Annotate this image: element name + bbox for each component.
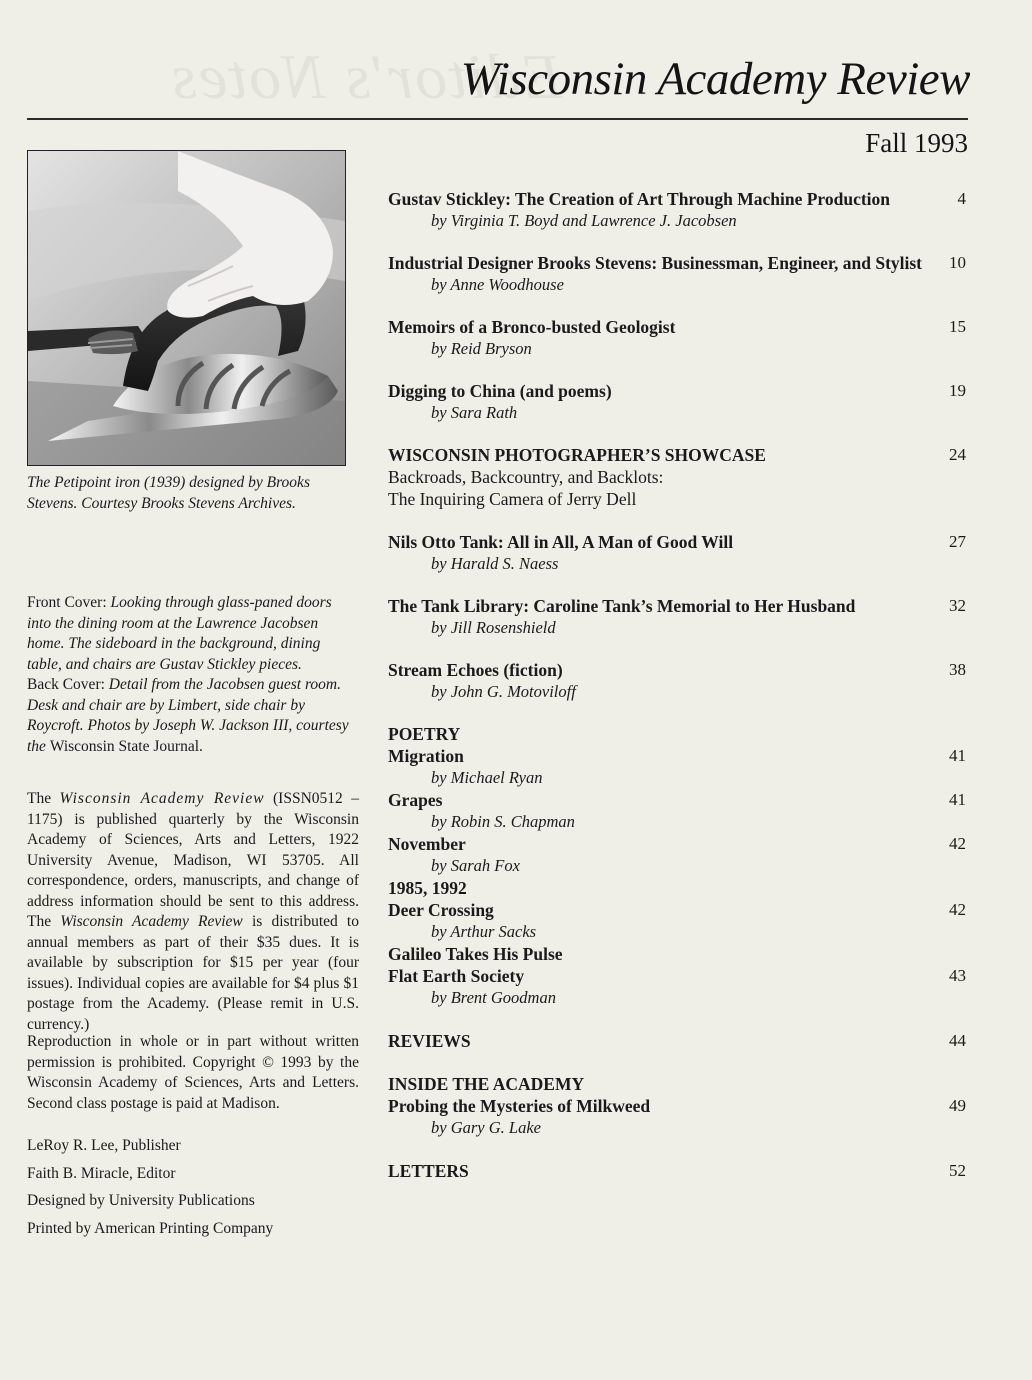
- toc-title: Migration: [388, 746, 464, 766]
- front-cover-text: Looking through glass-paned doors into the dining room at the Lawrence Jacobsen home. The sideboard in the background, dining table, and chairs are Gustav Stickley pieces.: [27, 594, 332, 673]
- toc-author: by Jill Rosenshield: [431, 618, 556, 637]
- toc-author: by Virginia T. Boyd and Lawrence J. Jacobsen: [431, 211, 737, 230]
- toc-title: Deer Crossing: [388, 900, 494, 920]
- petipoint-iron-photo: [27, 150, 346, 466]
- credit-line: Designed by University Publications: [27, 1192, 255, 1209]
- toc-title: The Tank Library: Caroline Tank’s Memorial to Her Husband: [388, 596, 856, 616]
- toc-entry[interactable]: [388, 444, 966, 510]
- photo-caption: The Petipoint iron (1939) designed by Brooks Stevens. Courtesy Brooks Stevens Archives.: [27, 474, 310, 512]
- back-cover-source: Wisconsin State Journal.: [49, 737, 203, 755]
- toc-page: 15: [949, 317, 966, 336]
- credit-line: Faith B. Miracle, Editor: [27, 1164, 176, 1182]
- toc-entry[interactable]: [388, 531, 966, 575]
- pub-text-2: is distributed to annual members as part of their $35 dues. It is available by subscription for $15 per year (four issues). Individual copies are available for $4 plus $1 postage from the Academy. (Please remit in U.S. currency.): [27, 913, 359, 1033]
- toc-author: by Harald S. Naess: [431, 554, 559, 573]
- toc-title: Probing the Mysteries of Milkweed: [388, 1096, 651, 1116]
- toc-author: by Anne Woodhouse: [431, 275, 564, 294]
- toc-entry[interactable]: [388, 316, 966, 360]
- toc-entry[interactable]: [388, 252, 966, 296]
- toc-title: WISCONSIN PHOTOGRAPHER’S SHOWCASE: [388, 445, 766, 465]
- toc-title-years: 1985, 1992: [388, 878, 467, 898]
- toc-page: 24: [949, 445, 966, 464]
- toc-section-inside: [388, 1073, 966, 1095]
- toc-author: by John G. Motoviloff: [431, 682, 576, 701]
- toc-subtitle: The Inquiring Camera of Jerry Dell: [388, 489, 637, 509]
- toc-page: 19: [949, 381, 966, 400]
- masthead: Wisconsin Academy Review: [460, 53, 970, 105]
- section-heading: POETRY: [388, 724, 461, 744]
- toc-page: 49: [949, 1096, 966, 1115]
- section-heading: INSIDE THE ACADEMY: [388, 1074, 585, 1094]
- toc-page: 41: [949, 746, 966, 765]
- toc-author: by Sarah Fox: [431, 856, 520, 875]
- front-cover-label: Front Cover:: [27, 594, 111, 611]
- toc-subtitle: Backroads, Backcountry, and Backlots:: [388, 467, 664, 487]
- pub-the: The: [27, 790, 60, 807]
- toc-entry[interactable]: [388, 1030, 966, 1052]
- issue-date: Fall 1993: [865, 128, 968, 158]
- background-bleed-title: Editor's Notes: [170, 41, 562, 112]
- toc-entry[interactable]: [388, 595, 966, 639]
- toc-page: 32: [949, 596, 966, 615]
- toc-page: 38: [949, 660, 966, 679]
- toc-entry[interactable]: [388, 833, 966, 899]
- credit-line: Printed by American Printing Company: [27, 1219, 274, 1237]
- toc-entry[interactable]: [388, 659, 966, 703]
- back-cover-label: Back Cover:: [27, 676, 109, 693]
- toc-author: by Sara Rath: [431, 403, 518, 422]
- toc-title: Digging to China (and poems): [388, 381, 612, 401]
- iron-illustration: [28, 151, 345, 465]
- toc-entry[interactable]: [388, 745, 966, 789]
- toc-entry[interactable]: [388, 899, 966, 943]
- toc-page: 42: [949, 900, 966, 919]
- publication-info: [27, 789, 359, 1035]
- toc-title: LETTERS: [388, 1161, 469, 1181]
- toc-page: 41: [949, 790, 966, 809]
- toc-page: 4: [957, 189, 966, 208]
- toc-page: 27: [949, 532, 966, 551]
- toc-page: 43: [949, 966, 966, 985]
- toc-author: by Michael Ryan: [431, 768, 543, 787]
- header-rule: [27, 118, 968, 120]
- toc-entry[interactable]: [388, 380, 966, 424]
- toc-entry[interactable]: [388, 188, 966, 232]
- toc-page: 42: [949, 834, 966, 853]
- staff-credits: [27, 1136, 359, 1246]
- toc-page: 10: [949, 253, 966, 272]
- toc-author: by Robin S. Chapman: [431, 812, 575, 831]
- toc-title: Flat Earth Society: [388, 966, 525, 986]
- table-of-contents: [388, 188, 966, 1182]
- toc-author: by Reid Bryson: [431, 339, 532, 358]
- toc-title: Grapes: [388, 790, 443, 810]
- toc-title: November: [388, 834, 466, 854]
- toc-title: Nils Otto Tank: All in All, A Man of Good Will: [388, 532, 734, 552]
- toc-title: REVIEWS: [388, 1031, 471, 1051]
- toc-page: 44: [949, 1031, 966, 1050]
- pub-title-2: Wisconsin Academy Review: [60, 913, 243, 930]
- toc-title: Stream Echoes (fiction): [388, 660, 563, 680]
- toc-author: by Brent Goodman: [431, 988, 556, 1007]
- reproduction-notice: Reproduction in whole or in part without written permission is prohibited. Copyright © 1993 by the Wisconsin Academy of Sciences, Arts and Letters. Second class postage is paid at Madison.: [27, 1033, 359, 1112]
- toc-page: 52: [949, 1161, 966, 1180]
- cover-credits: [27, 593, 359, 757]
- back-cover-text: Detail from the Jacobsen guest room. Desk and chair are by Limbert, side chair by Roycroft. Photos by Joseph W. Jackson III, courtesy the: [27, 676, 349, 755]
- toc-entry[interactable]: [388, 943, 966, 1009]
- toc-author: by Gary G. Lake: [431, 1118, 541, 1137]
- toc-title: Industrial Designer Brooks Stevens: Businessman, Engineer, and Stylist: [388, 253, 923, 273]
- toc-entry[interactable]: [388, 1160, 966, 1182]
- toc-title: Galileo Takes His Pulse: [388, 944, 563, 964]
- toc-author: by Arthur Sacks: [431, 922, 537, 941]
- pub-text-1: (ISSN0512 –1175) is published quarterly by the Wisconsin Academy of Sciences, Arts and Letters, 1922 University Avenue, Madison, WI 53705. All correspondence, orders, manuscripts, and change of address information should be sent to this address. The: [27, 790, 359, 930]
- toc-entry[interactable]: [388, 789, 966, 833]
- toc-section-poetry: [388, 723, 966, 745]
- toc-title: Memoirs of a Bronco-busted Geologist: [388, 317, 676, 337]
- credit-line: LeRoy R. Lee, Publisher: [27, 1137, 181, 1154]
- toc-title: Gustav Stickley: The Creation of Art Through Machine Production: [388, 189, 891, 209]
- pub-title: Wisconsin Academy Review: [59, 790, 265, 807]
- toc-entry[interactable]: [388, 1095, 966, 1139]
